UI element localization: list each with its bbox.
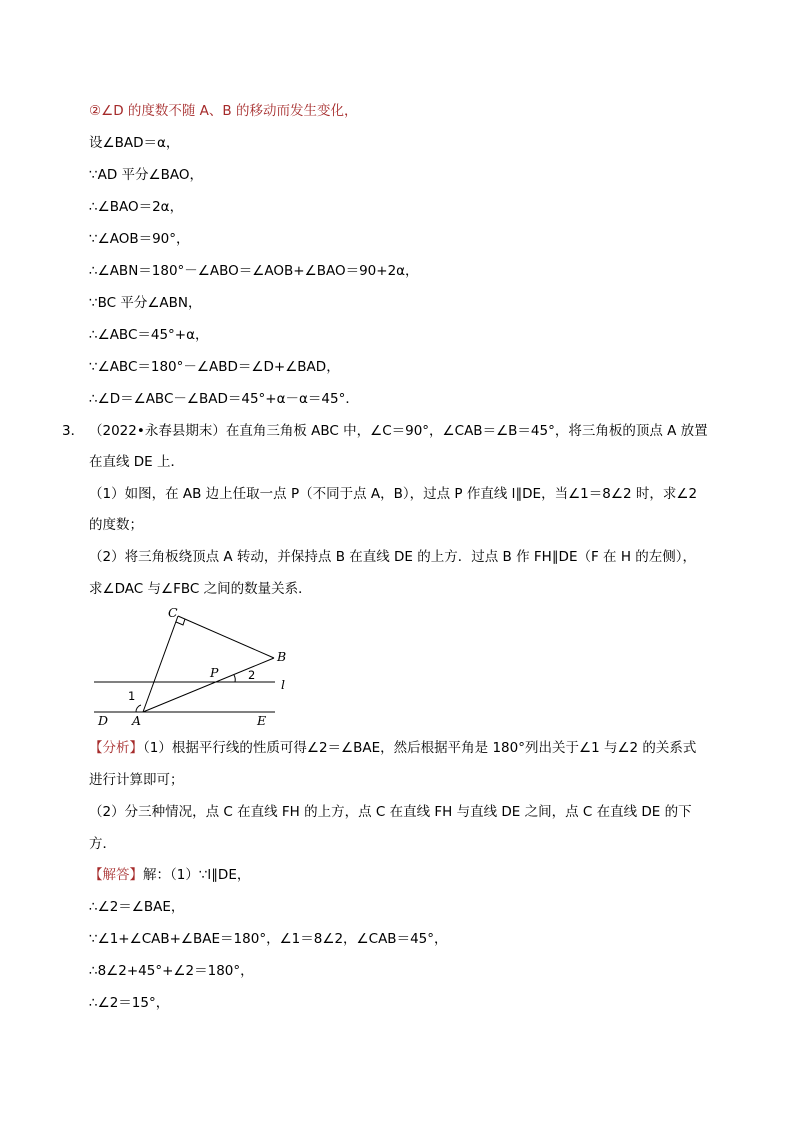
solution-tag: 【解答】	[89, 867, 143, 883]
question-1-line-2: 的度数；	[89, 517, 143, 533]
proof-line-6: ∴∠ABN＝180°－∠ABO＝∠AOB+∠BAO＝90+2α，	[89, 263, 419, 279]
proof-line-7: ∵BC 平分∠ABN，	[89, 295, 202, 311]
label-b: B	[277, 649, 287, 664]
proof-line-10: ∴∠D＝∠ABC－∠BAD＝45°+α－α＝45°．	[89, 391, 359, 407]
question-2-line-1: （2）将三角板绕顶点 A 转动，并保持点 B 在直线 DE 的上方．过点 B 作 FH∥DE（F 在 H 的左侧），	[89, 549, 697, 565]
label-a: A	[132, 713, 142, 728]
label-c: C	[168, 605, 178, 620]
solution-intro-text: 解：（1）∵l∥DE，	[143, 867, 251, 883]
proof-line-8: ∴∠ABC＝45°+α，	[89, 327, 209, 343]
problem-statement-line-2: 在直线 DE 上．	[89, 454, 185, 470]
proof-line-3: ∵AD 平分∠BAO，	[89, 167, 203, 183]
proof-line-4: ∴∠BAO＝2α，	[89, 199, 184, 215]
problem-number: 3．	[62, 423, 85, 439]
proof-line-1: ②∠D 的度数不随 A、B 的移动而发生变化，	[89, 103, 358, 119]
analysis-line-3: （2）分三种情况，点 C 在直线 FH 的上方，点 C 在直线 FH 与直线 DE 之间，点 C 在直线 DE 的下	[89, 804, 692, 820]
analysis-tag: 【分析】	[89, 740, 143, 756]
question-2-line-2: 求∠DAC 与∠FBC 之间的数量关系．	[89, 581, 312, 597]
problem-statement-line-1: （2022•永春县期末）在直角三角板 ABC 中，∠C＝90°，∠CAB＝∠B＝45°，将三角板的顶点 A 放置	[89, 423, 708, 439]
side-ab	[143, 658, 274, 712]
label-d: D	[98, 713, 109, 728]
analysis-line-1	[89, 738, 696, 758]
label-p: P	[210, 665, 219, 680]
proof-line-2: 设∠BAD＝α，	[89, 135, 180, 151]
angle-1-arc	[136, 705, 141, 712]
analysis-line-2: 进行计算即可；	[89, 772, 184, 788]
solution-line-intro	[89, 865, 250, 885]
side-ac	[143, 616, 178, 712]
solution-line-2: ∵∠1+∠CAB+∠BAE＝180°，∠1＝8∠2，∠CAB＝45°，	[89, 931, 448, 947]
label-e: E	[257, 713, 267, 728]
label-l: l	[281, 677, 285, 692]
question-1-line-1: （1）如图，在 AB 边上任取一点 P（不同于点 A，B），过点 P 作直线 l∥DE，当∠1＝8∠2 时，求∠2	[89, 486, 698, 502]
solution-line-4: ∴∠2＝15°，	[89, 995, 170, 1011]
label-angle-2: 2	[248, 668, 256, 682]
label-angle-1: 1	[128, 689, 136, 703]
solution-line-3: ∴8∠2+45°+∠2＝180°，	[89, 963, 254, 979]
angle-2-arc	[234, 675, 235, 682]
triangle-figure	[88, 604, 298, 732]
solution-line-1: ∴∠2＝∠BAE，	[89, 899, 185, 915]
proof-line-9: ∵∠ABC＝180°－∠ABD＝∠D+∠BAD，	[89, 359, 340, 375]
proof-line-5: ∵∠AOB＝90°，	[89, 231, 190, 247]
analysis-text-1: （1）根据平行线的性质可得∠2＝∠BAE，然后根据平角是 180°列出关于∠1 与∠2 的关系式	[143, 740, 697, 756]
side-cb	[178, 616, 274, 658]
analysis-line-4: 方．	[89, 836, 116, 852]
